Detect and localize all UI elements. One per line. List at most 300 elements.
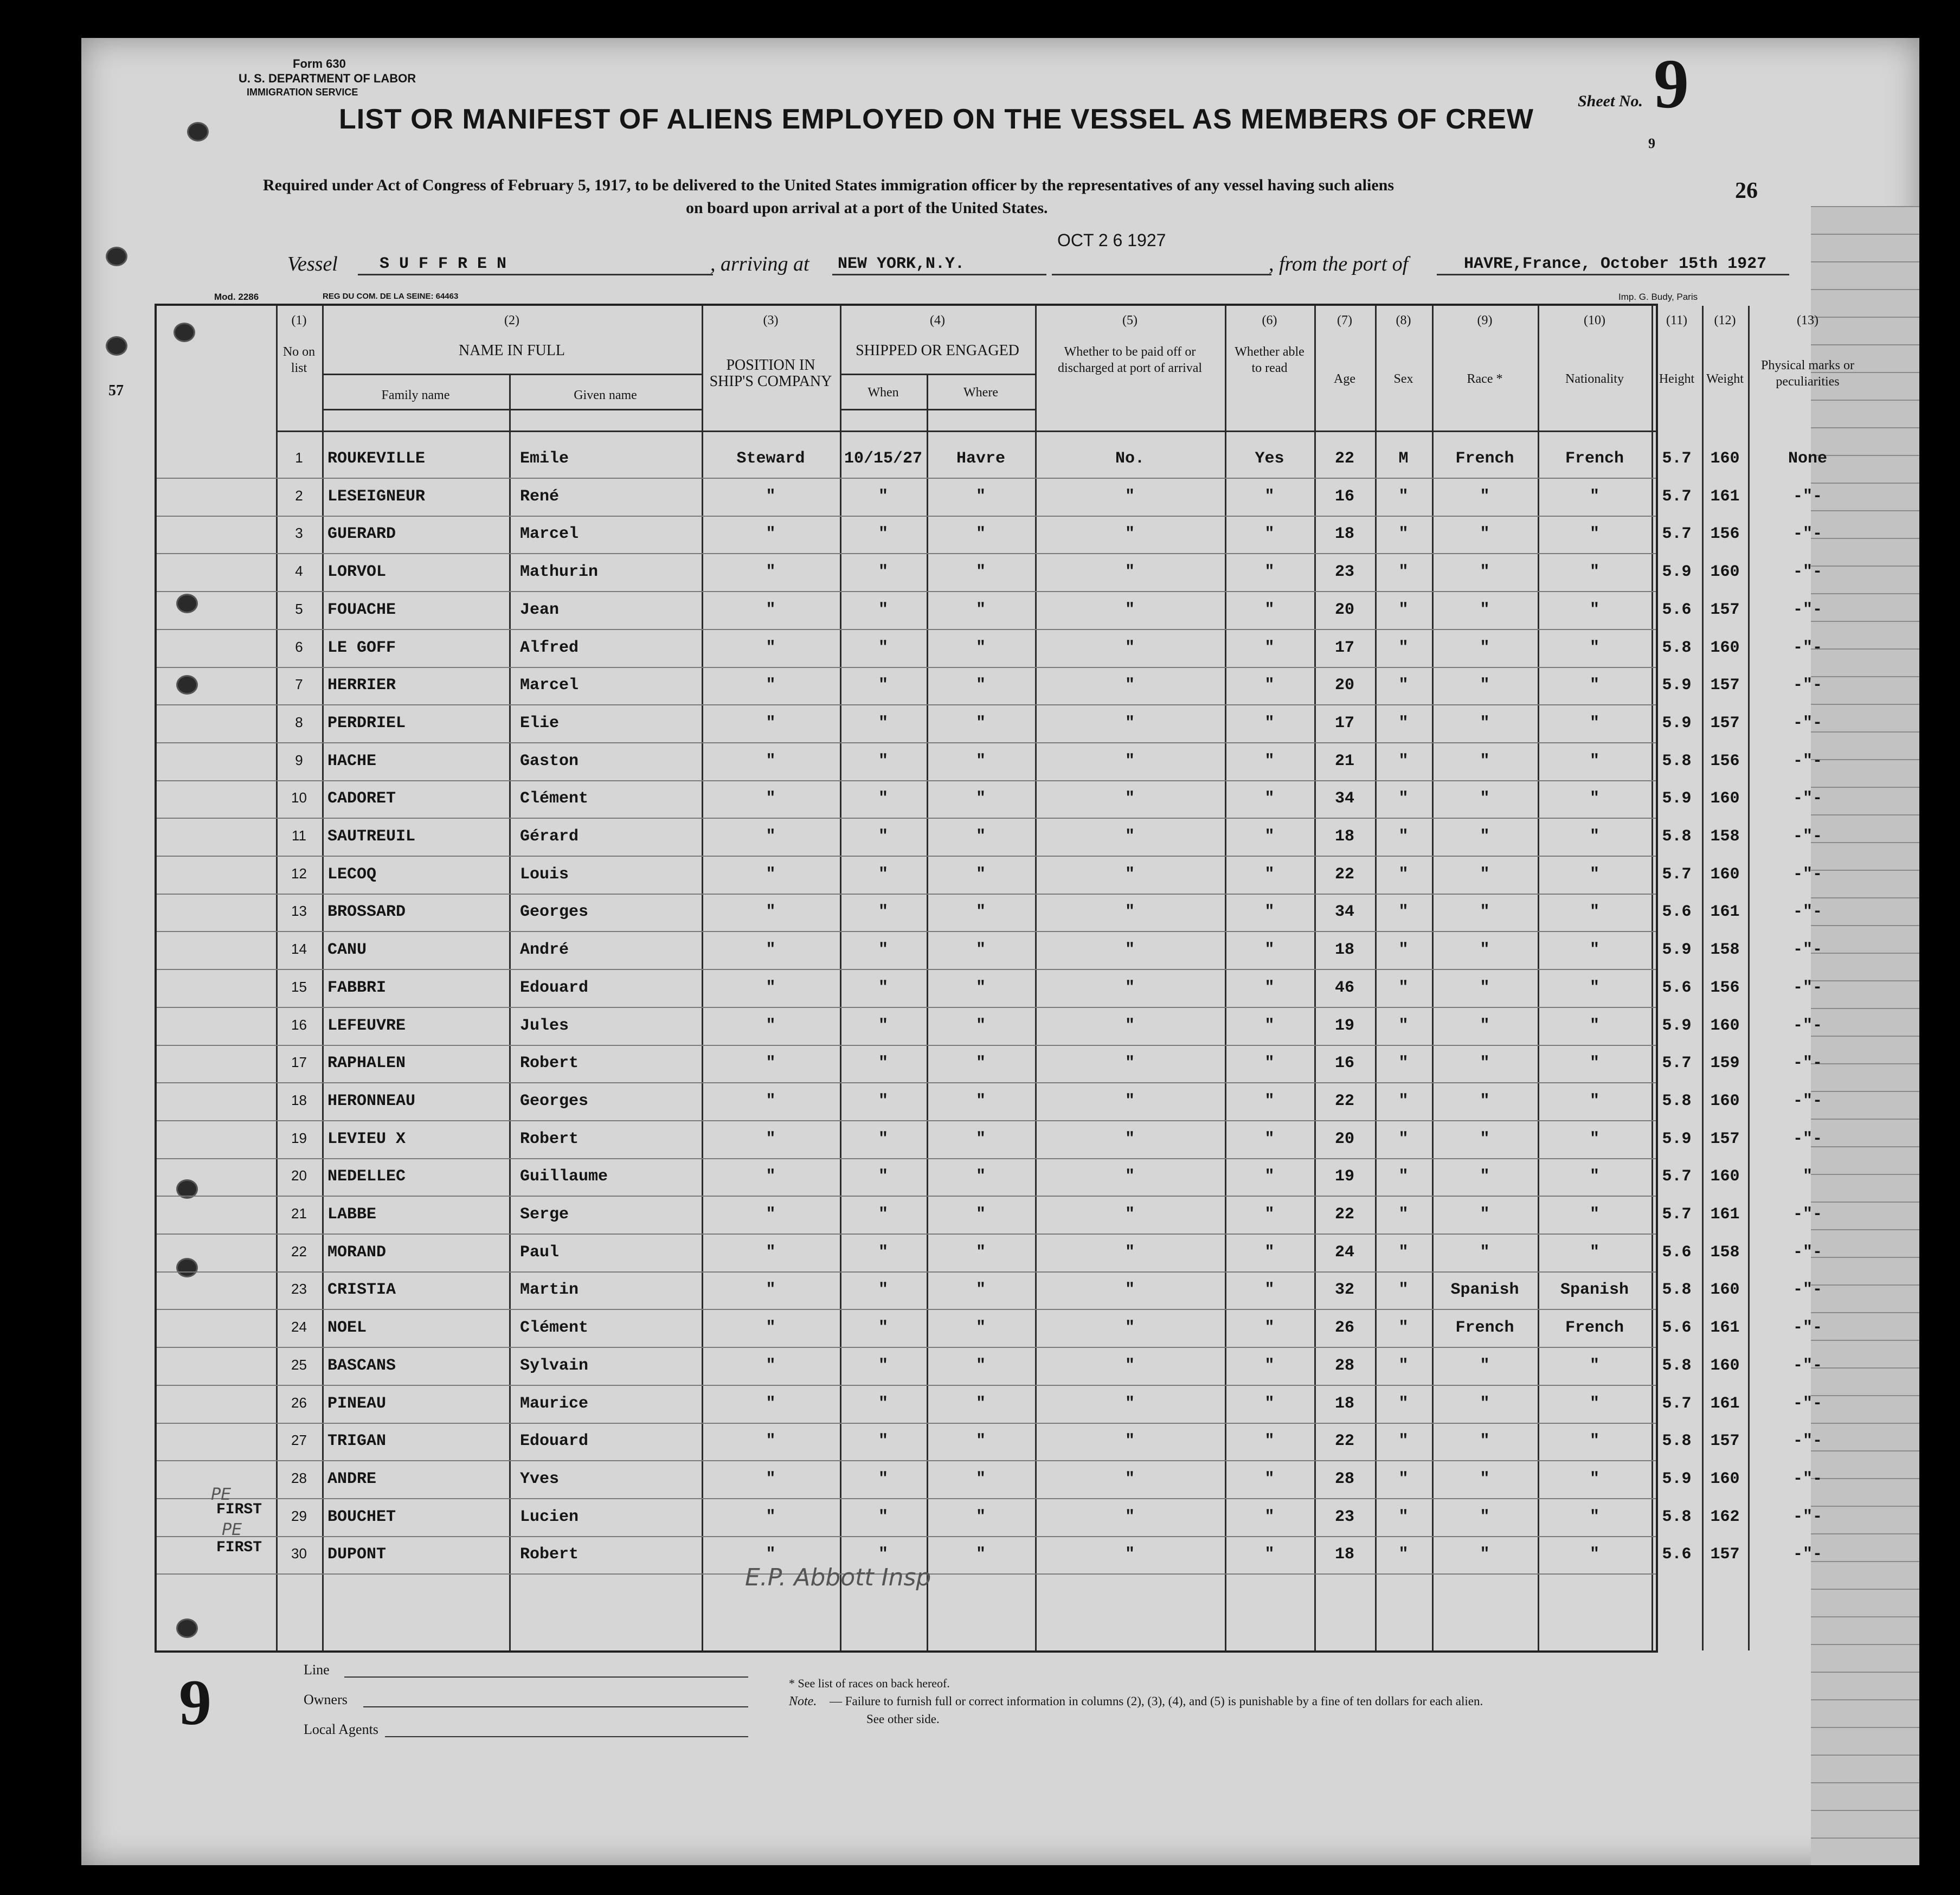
cell-age: 16 <box>1334 487 1354 506</box>
col12-number: (12) <box>1714 313 1736 327</box>
cell-paid: " <box>1124 1432 1135 1451</box>
cell-when: " <box>878 978 888 997</box>
cell-nationality: " <box>1589 751 1599 770</box>
cell-position: " <box>766 1243 776 1262</box>
cell-where: " <box>975 1356 986 1375</box>
cell-paid: " <box>1124 1205 1135 1224</box>
col4-header: SHIPPED OR ENGAGED <box>856 342 1019 359</box>
cell-height: 5.7 <box>1662 1167 1692 1186</box>
cell-nationality: " <box>1589 1507 1599 1526</box>
cell-no: 22 <box>291 1243 307 1260</box>
cell-age: 22 <box>1334 449 1354 468</box>
cell-race: " <box>1480 1394 1490 1413</box>
cell-read: " <box>1264 1469 1275 1488</box>
cell-sex: " <box>1398 638 1409 657</box>
cell-race: French <box>1455 1319 1514 1338</box>
cell-age: 24 <box>1334 1243 1354 1262</box>
cell-where: " <box>975 751 986 770</box>
cell-no: 5 <box>295 600 303 617</box>
cell-given: Clément <box>520 1319 589 1338</box>
cell-age: 17 <box>1334 714 1354 733</box>
cell-weight: 161 <box>1710 487 1740 506</box>
sheet-number: 9 <box>1654 45 1689 123</box>
cell-race: Spanish <box>1450 1281 1519 1300</box>
first-mark: FIRST <box>216 1539 262 1556</box>
cell-height: 5.8 <box>1662 1507 1692 1526</box>
cell-height: 5.7 <box>1662 449 1692 468</box>
row-rule <box>157 1082 1656 1083</box>
cell-read: " <box>1264 1545 1275 1564</box>
cell-sex: " <box>1398 1129 1409 1148</box>
cell-height: 5.6 <box>1662 1545 1692 1564</box>
vessel-name: S U F F R E N <box>380 255 507 273</box>
cell-nationality: " <box>1589 1394 1599 1413</box>
cell-no: 1 <box>295 449 303 466</box>
cell-when: " <box>878 751 888 770</box>
cell-paid: " <box>1124 1356 1135 1375</box>
cell-weight: 161 <box>1710 903 1740 922</box>
cell-where: " <box>975 563 986 582</box>
cell-read: Yes <box>1255 449 1284 468</box>
cell-height: 5.9 <box>1662 676 1692 695</box>
printer-name: Imp. G. Budy, Paris <box>1618 292 1698 302</box>
cell-position: " <box>766 1205 776 1224</box>
col7-header: Age <box>1334 372 1355 386</box>
cell-height: 5.6 <box>1662 600 1692 619</box>
cell-marks: -"- <box>1792 1507 1822 1526</box>
cell-position: " <box>766 903 776 922</box>
cell-where: " <box>975 1091 986 1110</box>
cell-when: " <box>878 638 888 657</box>
subtitle-line-2: on board upon arrival at a port of the United States. <box>686 199 1048 217</box>
cell-weight: 161 <box>1710 1319 1740 1338</box>
cell-position: " <box>766 751 776 770</box>
cell-read: " <box>1264 1432 1275 1451</box>
cell-marks: -"- <box>1792 1243 1822 1262</box>
cell-position: " <box>766 1432 776 1451</box>
cell-given: Mathurin <box>520 563 599 582</box>
cell-marks: -"- <box>1792 1016 1822 1035</box>
cell-race: " <box>1480 827 1490 846</box>
cell-no: 4 <box>295 563 303 580</box>
line-label: Line <box>304 1662 330 1678</box>
footer-sheet-number: 9 <box>179 1666 211 1738</box>
cell-no: 2 <box>295 487 303 504</box>
cell-weight: 160 <box>1710 789 1740 808</box>
cell-marks: -"- <box>1792 978 1822 997</box>
cell-given: Louis <box>520 865 569 884</box>
cell-no: 15 <box>291 978 307 995</box>
cell-race: " <box>1480 487 1490 506</box>
cell-paid: " <box>1124 563 1135 582</box>
cell-sex: " <box>1398 1016 1409 1035</box>
cell-race: " <box>1480 978 1490 997</box>
cell-paid: " <box>1124 1394 1135 1413</box>
cell-position: " <box>766 1016 776 1035</box>
cell-height: 5.8 <box>1662 827 1692 846</box>
cell-position: " <box>766 1545 776 1564</box>
cell-marks: -"- <box>1792 1545 1822 1564</box>
cell-read: " <box>1264 789 1275 808</box>
cell-sex: " <box>1398 1319 1409 1338</box>
cell-given: Georges <box>520 1091 589 1110</box>
cell-race: " <box>1480 941 1490 960</box>
cell-read: " <box>1264 1243 1275 1262</box>
cell-no: 6 <box>295 638 303 655</box>
cell-family: ANDRE <box>327 1469 377 1488</box>
cell-given: Robert <box>520 1129 579 1148</box>
cell-sex: " <box>1398 1205 1409 1224</box>
cell-read: " <box>1264 1129 1275 1148</box>
row-rule <box>157 1460 1656 1461</box>
cell-weight: 160 <box>1710 563 1740 582</box>
page-title: LIST OR MANIFEST OF ALIENS EMPLOYED ON THE VESSEL AS MEMBERS OF CREW <box>339 104 1534 135</box>
cell-age: 21 <box>1334 751 1354 770</box>
mod-number: Mod. 2286 <box>214 292 259 302</box>
cell-nationality: " <box>1589 1432 1599 1451</box>
cell-given: Lucien <box>520 1507 579 1526</box>
date-stamp: OCT 2 6 1927 <box>1057 230 1166 250</box>
cell-height: 5.7 <box>1662 525 1692 544</box>
cell-where: " <box>975 1243 986 1262</box>
col8-number: (8) <box>1396 313 1411 327</box>
cell-no: 26 <box>291 1394 307 1411</box>
cell-race: " <box>1480 1356 1490 1375</box>
cell-nationality: " <box>1589 1205 1599 1224</box>
cell-race: " <box>1480 676 1490 695</box>
cell-age: 34 <box>1334 789 1354 808</box>
cell-age: 18 <box>1334 941 1354 960</box>
cell-paid: " <box>1124 978 1135 997</box>
cell-when: " <box>878 714 888 733</box>
cell-when: " <box>878 1091 888 1110</box>
cell-marks: -"- <box>1792 941 1822 960</box>
cell-read: " <box>1264 1205 1275 1224</box>
cell-age: 18 <box>1334 1394 1354 1413</box>
cell-paid: " <box>1124 1319 1135 1338</box>
races-note: * See list of races on back hereof. <box>789 1676 950 1690</box>
cell-age: 46 <box>1334 978 1354 997</box>
row-rule <box>157 516 1656 517</box>
cell-given: Sylvain <box>520 1356 589 1375</box>
cell-height: 5.7 <box>1662 487 1692 506</box>
departure-port: HAVRE,France, October 15th 1927 <box>1464 255 1767 273</box>
corner-number: 26 <box>1735 178 1758 203</box>
cell-nationality: " <box>1589 1545 1599 1564</box>
row-rule <box>157 553 1656 554</box>
col10-number: (10) <box>1584 313 1605 327</box>
cell-nationality: " <box>1589 1054 1599 1073</box>
row-rule <box>157 1271 1656 1273</box>
cell-given: Jean <box>520 600 560 619</box>
cell-height: 5.7 <box>1662 1054 1692 1073</box>
cell-paid: " <box>1124 1054 1135 1073</box>
cell-family: NOEL <box>327 1319 367 1338</box>
cell-no: 29 <box>291 1507 307 1524</box>
row-rule <box>157 1196 1656 1197</box>
cell-position: " <box>766 827 776 846</box>
subtitle-line-1: Required under Act of Congress of February 5, 1917, to be delivered to the United States immigration officer by the representatives of any vessel having such aliens <box>263 176 1394 194</box>
row-rule <box>157 969 1656 970</box>
col10-header: Nationality <box>1565 372 1624 386</box>
cell-nationality: " <box>1589 978 1599 997</box>
note-label: Note. <box>789 1694 817 1708</box>
cell-nationality: " <box>1589 827 1599 846</box>
cell-read: " <box>1264 827 1275 846</box>
cell-marks: -"- <box>1792 563 1822 582</box>
service-name: IMMIGRATION SERVICE <box>247 87 358 98</box>
cell-marks: -"- <box>1792 600 1822 619</box>
cell-height: 5.9 <box>1662 941 1692 960</box>
cell-weight: 156 <box>1710 525 1740 544</box>
cell-height: 5.8 <box>1662 751 1692 770</box>
penalty-note: — Failure to furnish full or correct information in columns (2), (3), (4), and (5) is punishable by a fine of ten dollars for each alien. <box>830 1694 1483 1708</box>
col3-number: (3) <box>763 313 779 327</box>
cell-sex: " <box>1398 563 1409 582</box>
cell-marks: -"- <box>1792 714 1822 733</box>
binder-hole <box>187 122 209 142</box>
cell-read: " <box>1264 1054 1275 1073</box>
cell-no: 20 <box>291 1167 307 1184</box>
cell-where: " <box>975 600 986 619</box>
cell-paid: " <box>1124 525 1135 544</box>
cell-sex: " <box>1398 751 1409 770</box>
cell-nationality: " <box>1589 525 1599 544</box>
cell-position: " <box>766 1469 776 1488</box>
cell-where: " <box>975 1319 986 1338</box>
cell-given: Elie <box>520 714 560 733</box>
cell-no: 19 <box>291 1129 307 1146</box>
cell-no: 9 <box>295 751 303 768</box>
col5-number: (5) <box>1122 313 1138 327</box>
cell-sex: " <box>1398 525 1409 544</box>
cell-position: " <box>766 676 776 695</box>
cell-height: 5.9 <box>1662 1016 1692 1035</box>
cell-marks: -"- <box>1792 827 1822 846</box>
cell-read: " <box>1264 903 1275 922</box>
cell-where: " <box>975 525 986 544</box>
cell-given: Maurice <box>520 1394 589 1413</box>
cell-marks: -"- <box>1792 865 1822 884</box>
cell-where: Havre <box>956 449 1005 468</box>
cell-where: " <box>975 1507 986 1526</box>
cell-weight: 157 <box>1710 714 1740 733</box>
cell-given: Serge <box>520 1205 569 1224</box>
cell-sex: " <box>1398 1545 1409 1564</box>
cell-read: " <box>1264 978 1275 997</box>
cell-family: LORVOL <box>327 563 387 582</box>
arriving-port: NEW YORK,N.Y. <box>838 255 965 273</box>
cell-position: " <box>766 1091 776 1110</box>
cell-where: " <box>975 1432 986 1451</box>
cell-age: 26 <box>1334 1319 1354 1338</box>
cell-no: 30 <box>291 1545 307 1562</box>
cell-weight: 160 <box>1710 1469 1740 1488</box>
cell-read: " <box>1264 1356 1275 1375</box>
cell-when: " <box>878 563 888 582</box>
form-number: Form 630 <box>293 57 346 70</box>
cell-no: 25 <box>291 1356 307 1373</box>
cell-family: LECOQ <box>327 865 377 884</box>
cell-race: " <box>1480 1545 1490 1564</box>
col2-header: NAME IN FULL <box>459 342 565 359</box>
cell-family: MORAND <box>327 1243 387 1262</box>
col12-header: Weight <box>1706 372 1744 386</box>
cell-position: " <box>766 1129 776 1148</box>
cell-given: Yves <box>520 1469 560 1488</box>
cell-no: 8 <box>295 714 303 730</box>
cell-height: 5.6 <box>1662 1243 1692 1262</box>
row-rule <box>157 780 1656 781</box>
cell-marks: -"- <box>1792 903 1822 922</box>
cell-sex: " <box>1398 487 1409 506</box>
cell-given: Georges <box>520 903 589 922</box>
cell-family: NEDELLEC <box>327 1167 406 1186</box>
cell-no: 24 <box>291 1319 307 1335</box>
row-rule <box>157 1423 1656 1424</box>
cell-when: " <box>878 941 888 960</box>
col13-number: (13) <box>1797 313 1818 327</box>
cell-read: " <box>1264 1394 1275 1413</box>
cell-weight: 160 <box>1710 1091 1740 1110</box>
cell-paid: " <box>1124 1129 1135 1148</box>
pe-mark: PE <box>211 1485 232 1504</box>
cell-height: 5.8 <box>1662 1432 1692 1451</box>
cell-read: " <box>1264 1091 1275 1110</box>
cell-paid: " <box>1124 903 1135 922</box>
crew-table <box>155 304 1854 1653</box>
cell-nationality: " <box>1589 789 1599 808</box>
cell-race: " <box>1480 1016 1490 1035</box>
cell-given: Jules <box>520 1016 569 1035</box>
cell-where: " <box>975 487 986 506</box>
cell-given: André <box>520 941 569 960</box>
cell-no: 12 <box>291 865 307 882</box>
cell-where: " <box>975 1469 986 1488</box>
cell-height: 5.7 <box>1662 1394 1692 1413</box>
cell-sex: M <box>1398 449 1409 468</box>
cell-family: LABBE <box>327 1205 377 1224</box>
cell-marks: -"- <box>1792 1356 1822 1375</box>
col9-number: (9) <box>1477 313 1493 327</box>
col6-header: Whether able to read <box>1235 345 1304 375</box>
cell-family: BROSSARD <box>327 903 406 922</box>
col9-header: Race * <box>1467 372 1503 386</box>
cell-marks: None <box>1788 449 1827 468</box>
cell-nationality: " <box>1589 865 1599 884</box>
cell-weight: 157 <box>1710 1545 1740 1564</box>
cell-race: " <box>1480 1432 1490 1451</box>
cell-family: PERDRIEL <box>327 714 406 733</box>
cell-sex: " <box>1398 903 1409 922</box>
col1-header: No on list <box>282 345 316 375</box>
cell-paid: " <box>1124 1091 1135 1110</box>
cell-family: RAPHALEN <box>327 1054 406 1073</box>
binder-hole <box>106 247 127 266</box>
cell-weight: 157 <box>1710 600 1740 619</box>
cell-no: 11 <box>292 827 306 844</box>
cell-no: 18 <box>291 1091 307 1108</box>
cell-race: " <box>1480 1507 1490 1526</box>
cell-marks: -"- <box>1792 1394 1822 1413</box>
cell-age: 19 <box>1334 1016 1354 1035</box>
cell-weight: 158 <box>1710 827 1740 846</box>
cell-where: " <box>975 903 986 922</box>
row-rule <box>157 704 1656 705</box>
arriving-label: , arriving at <box>710 253 809 275</box>
cell-age: 28 <box>1334 1469 1354 1488</box>
cell-weight: 157 <box>1710 676 1740 695</box>
row-rule <box>157 1385 1656 1386</box>
cell-marks: -"- <box>1792 1054 1822 1073</box>
cell-position: " <box>766 1507 776 1526</box>
cell-no: 13 <box>291 903 307 920</box>
cell-family: BASCANS <box>327 1356 396 1375</box>
cell-paid: " <box>1124 751 1135 770</box>
cell-where: " <box>975 941 986 960</box>
cell-height: 5.6 <box>1662 903 1692 922</box>
cell-weight: 160 <box>1710 1281 1740 1300</box>
row-rule <box>157 856 1656 857</box>
cell-where: " <box>975 1394 986 1413</box>
cell-given: Paul <box>520 1243 560 1262</box>
cell-read: " <box>1264 714 1275 733</box>
cell-race: " <box>1480 865 1490 884</box>
cell-nationality: " <box>1589 600 1599 619</box>
col13-header: Physical marks or peculiarities <box>1761 358 1854 389</box>
cell-given: Robert <box>520 1545 579 1564</box>
cell-height: 5.9 <box>1662 563 1692 582</box>
cell-race: French <box>1455 449 1514 468</box>
row-rule <box>157 591 1656 592</box>
cell-nationality: " <box>1589 1129 1599 1148</box>
cell-weight: 161 <box>1710 1205 1740 1224</box>
cell-height: 5.8 <box>1662 1356 1692 1375</box>
cell-height: 5.8 <box>1662 1091 1692 1110</box>
cell-age: 22 <box>1334 1091 1354 1110</box>
cell-when: " <box>878 1167 888 1186</box>
row-rule <box>157 1045 1656 1046</box>
cell-read: " <box>1264 525 1275 544</box>
cell-marks: -"- <box>1792 638 1822 657</box>
cell-weight: 156 <box>1710 751 1740 770</box>
cell-when: " <box>878 903 888 922</box>
cell-race: " <box>1480 903 1490 922</box>
cell-position: " <box>766 600 776 619</box>
col4-where-header: Where <box>963 386 998 400</box>
cell-given: Emile <box>520 449 569 468</box>
cell-family: BOUCHET <box>327 1507 396 1526</box>
cell-paid: " <box>1124 714 1135 733</box>
cell-age: 34 <box>1334 903 1354 922</box>
cell-sex: " <box>1398 1167 1409 1186</box>
cell-nationality: " <box>1589 714 1599 733</box>
cell-sex: " <box>1398 676 1409 695</box>
row-rule <box>157 1309 1656 1310</box>
binder-hole <box>106 336 127 356</box>
row-rule <box>157 1158 1656 1159</box>
cell-position: " <box>766 978 776 997</box>
cell-no: 27 <box>291 1432 307 1449</box>
cell-family: FOUACHE <box>327 600 396 619</box>
col2-given-header: Given name <box>574 388 637 402</box>
cell-no: 14 <box>291 941 307 958</box>
cell-family: LEVIEU X <box>327 1129 406 1148</box>
cell-read: " <box>1264 751 1275 770</box>
cell-where: " <box>975 638 986 657</box>
owners-label: Owners <box>304 1692 348 1707</box>
cell-nationality: " <box>1589 487 1599 506</box>
